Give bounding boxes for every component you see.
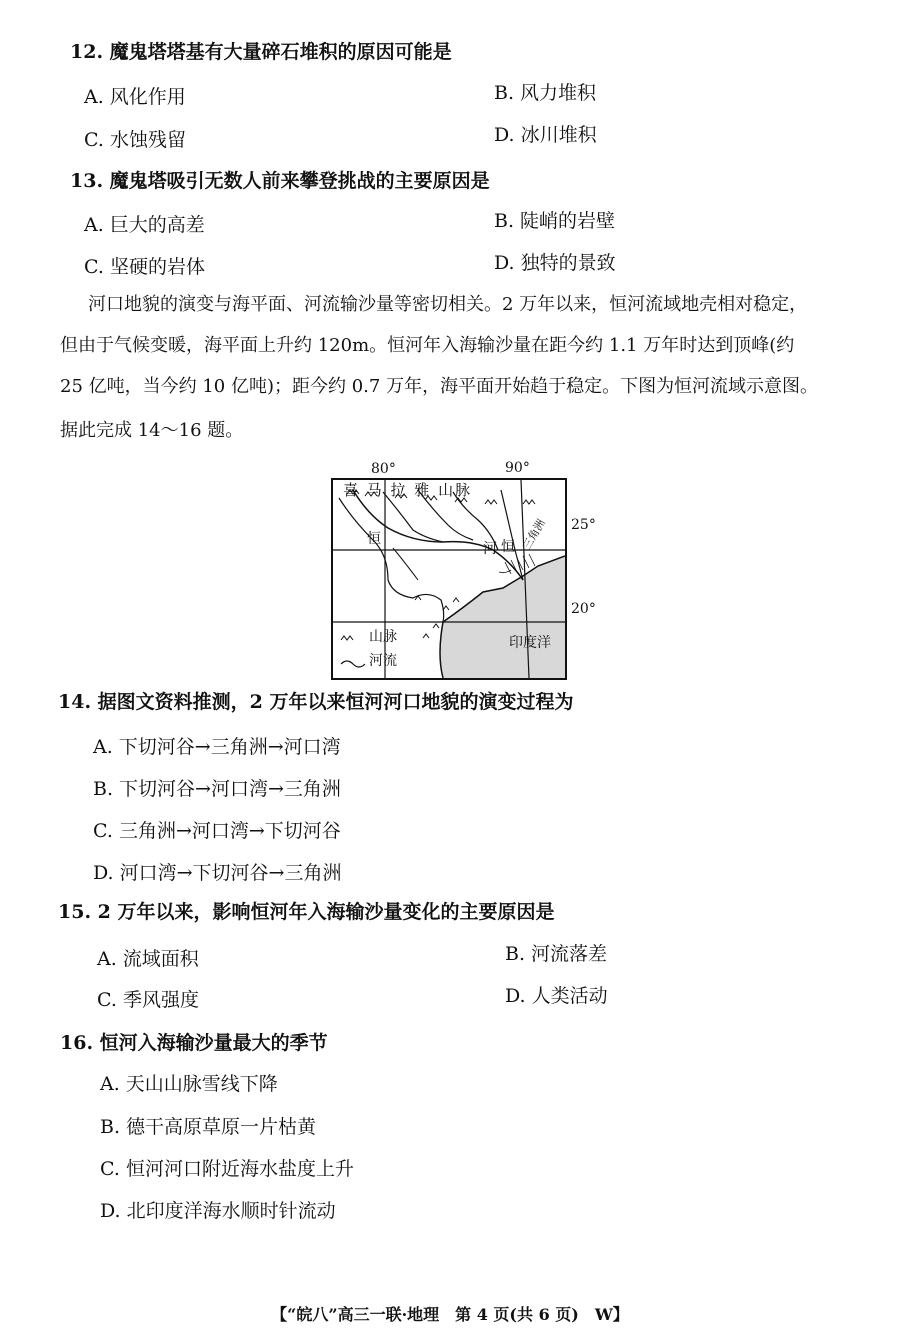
- passage-line-4: 据此完成 14～16 题。: [60, 420, 244, 441]
- basin-boundary: [339, 498, 444, 622]
- q15-option-d: D. 人类活动: [505, 985, 608, 1007]
- q14-option-c: C. 三角洲→河口湾→下切河谷: [93, 820, 341, 842]
- map-lat-25: 25°: [571, 517, 596, 533]
- q16-option-a: A. 天山山脉雪线下降: [100, 1073, 278, 1095]
- map-lat-20: 20°: [571, 601, 596, 617]
- river-tributary-5: [393, 548, 418, 580]
- q14-option-a: A. 下切河谷→三角洲→河口湾: [93, 736, 341, 758]
- q12-option-c: C. 水蚀残留: [84, 129, 186, 151]
- q13-option-a: A. 巨大的高差: [84, 214, 205, 236]
- q15-option-b: B. 河流落差: [505, 943, 608, 965]
- page-footer: 【“皖八”高三一联·地理 第 4 页(共 6 页) W】: [271, 1305, 629, 1324]
- q16-option-b: B. 德干高原草原一片枯黄: [100, 1116, 317, 1138]
- river-tributary-1: [383, 492, 443, 542]
- q14-option-d: D. 河口湾→下切河谷→三角洲: [93, 862, 342, 884]
- map-lon-80: 80°: [371, 461, 396, 477]
- map-river-label-a: 恒: [367, 531, 381, 547]
- q15-option-a: A. 流域面积: [97, 948, 199, 970]
- legend-river-label: 河流: [369, 653, 397, 669]
- ocean-area: [440, 556, 565, 678]
- map-river-label-b: 河: [483, 541, 497, 557]
- q13-stem: 13. 魔鬼塔吸引无数人前来攀登挑战的主要原因是: [70, 170, 490, 192]
- map-delta-label: 三角洲: [520, 516, 548, 552]
- map-river-label-c: 恒: [501, 539, 515, 555]
- q13-option-b: B. 陡峭的岩壁: [494, 210, 616, 232]
- passage-line-2: 但由于气候变暖，海平面上升约 120m。恒河年入海输沙量在距今约 1.1 万年时达到顶峰(约: [60, 335, 795, 356]
- map-ocean-label: 印度洋: [509, 635, 551, 651]
- q14-stem: 14. 据图文资料推测，2 万年以来恒河河口地貌的演变过程为: [58, 691, 574, 713]
- q12-option-a: A. 风化作用: [84, 86, 186, 108]
- q15-option-c: C. 季风强度: [97, 989, 199, 1011]
- q15-stem: 15. 2 万年以来，影响恒河年入海输沙量变化的主要原因是: [58, 901, 555, 923]
- q13-option-c: C. 坚硬的岩体: [84, 256, 205, 278]
- ganges-basin-map: [331, 478, 567, 680]
- map-mountains-label: 喜 马 拉 雅 山脉: [343, 481, 473, 499]
- q14-option-b: B. 下切河谷→河口湾→三角洲: [93, 778, 341, 800]
- passage-line-3: 25 亿吨，当今约 10 亿吨)；距今约 0.7 万年，海平面开始趋于稳定。下图为恒河流域示意图。: [60, 376, 819, 397]
- q12-stem: 12. 魔鬼塔塔基有大量碎石堆积的原因可能是: [70, 41, 452, 63]
- legend-mountain-label: 山脉: [369, 629, 397, 645]
- q16-stem: 16. 恒河入海输沙量最大的季节: [60, 1032, 328, 1054]
- passage-line-1: 河口地貌的演变与海平面、河流输沙量等密切相关。2 万年以来，恒河流域地壳相对稳定，: [88, 294, 808, 315]
- q12-option-d: D. 冰川堆积: [494, 124, 597, 146]
- legend-mountain-symbol: [341, 636, 353, 640]
- legend-river-symbol: [341, 661, 365, 667]
- q16-option-d: D. 北印度洋海水顺时针流动: [100, 1200, 336, 1222]
- q13-option-d: D. 独特的景致: [494, 252, 616, 274]
- map-lon-90: 90°: [505, 460, 530, 476]
- q12-option-b: B. 风力堆积: [494, 82, 597, 104]
- q16-option-c: C. 恒河河口附近海水盐度上升: [100, 1158, 354, 1180]
